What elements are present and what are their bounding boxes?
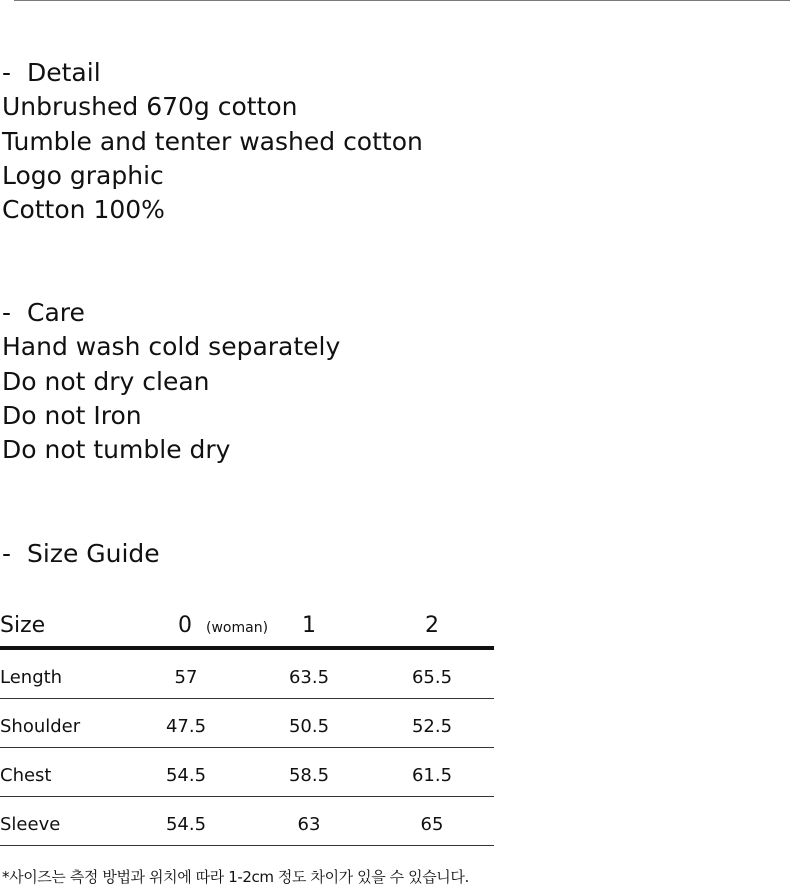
- row-label: Length: [0, 667, 63, 688]
- size-header-col-2: 2: [425, 613, 439, 638]
- row-value-0: 54.5: [165, 814, 207, 835]
- size-header-col-0-note: (woman): [206, 620, 269, 636]
- row-label: Shoulder: [0, 716, 81, 737]
- size-guide-heading-text: Size Guide: [27, 539, 160, 568]
- care-heading-dash: -: [2, 298, 12, 327]
- table-row: [0, 699, 494, 748]
- detail-line: Tumble and tenter washed cotton: [2, 126, 423, 156]
- table-row: [0, 797, 494, 846]
- row-value-1: 50.5: [288, 716, 330, 737]
- row-value-2: 65: [420, 814, 444, 835]
- detail-line: Cotton 100%: [2, 195, 165, 225]
- top-divider: [14, 0, 790, 1]
- row-value-0: 54.5: [165, 765, 207, 786]
- detail-heading-dash: -: [2, 58, 12, 87]
- size-header-col-1: 1: [302, 613, 316, 638]
- row-label: Sleeve: [0, 814, 61, 835]
- size-guide-heading-dash: -: [2, 539, 12, 568]
- size-table: [0, 606, 494, 846]
- size-guide-heading: [2, 537, 160, 571]
- detail-heading-text: Detail: [27, 58, 101, 87]
- care-line: Hand wash cold separately: [2, 332, 341, 362]
- care-line: Do not Iron: [2, 400, 142, 430]
- table-row: [0, 650, 494, 699]
- care-heading-text: Care: [27, 298, 85, 327]
- row-value-1: 63.5: [288, 667, 330, 688]
- row-value-2: 61.5: [411, 765, 453, 786]
- row-value-1: 58.5: [288, 765, 330, 786]
- size-table-header: [0, 606, 494, 650]
- row-value-0: 57: [174, 667, 198, 688]
- detail-line: Unbrushed 670g cotton: [2, 92, 298, 122]
- detail-heading: [2, 56, 423, 90]
- row-label: Chest: [0, 765, 52, 786]
- care-line: Do not tumble dry: [2, 435, 231, 465]
- row-value-2: 65.5: [411, 667, 453, 688]
- size-header-label: Size: [0, 613, 46, 638]
- row-value-1: 63: [297, 814, 321, 835]
- size-footnote: *사이즈는 측정 방법과 위치에 따라 1-2cm 정도 차이가 있을 수 있습니다.: [2, 868, 469, 886]
- detail-section: [2, 56, 423, 227]
- size-header-col-0-value: 0: [178, 613, 192, 638]
- size-header-col-0: [178, 610, 268, 644]
- row-value-0: 47.5: [165, 716, 207, 737]
- care-heading: [2, 296, 340, 330]
- row-value-2: 52.5: [411, 716, 453, 737]
- care-section: [2, 296, 340, 467]
- table-row: [0, 748, 494, 797]
- size-guide-section: [2, 537, 160, 571]
- care-line: Do not dry clean: [2, 366, 210, 396]
- detail-line: Logo graphic: [2, 160, 164, 190]
